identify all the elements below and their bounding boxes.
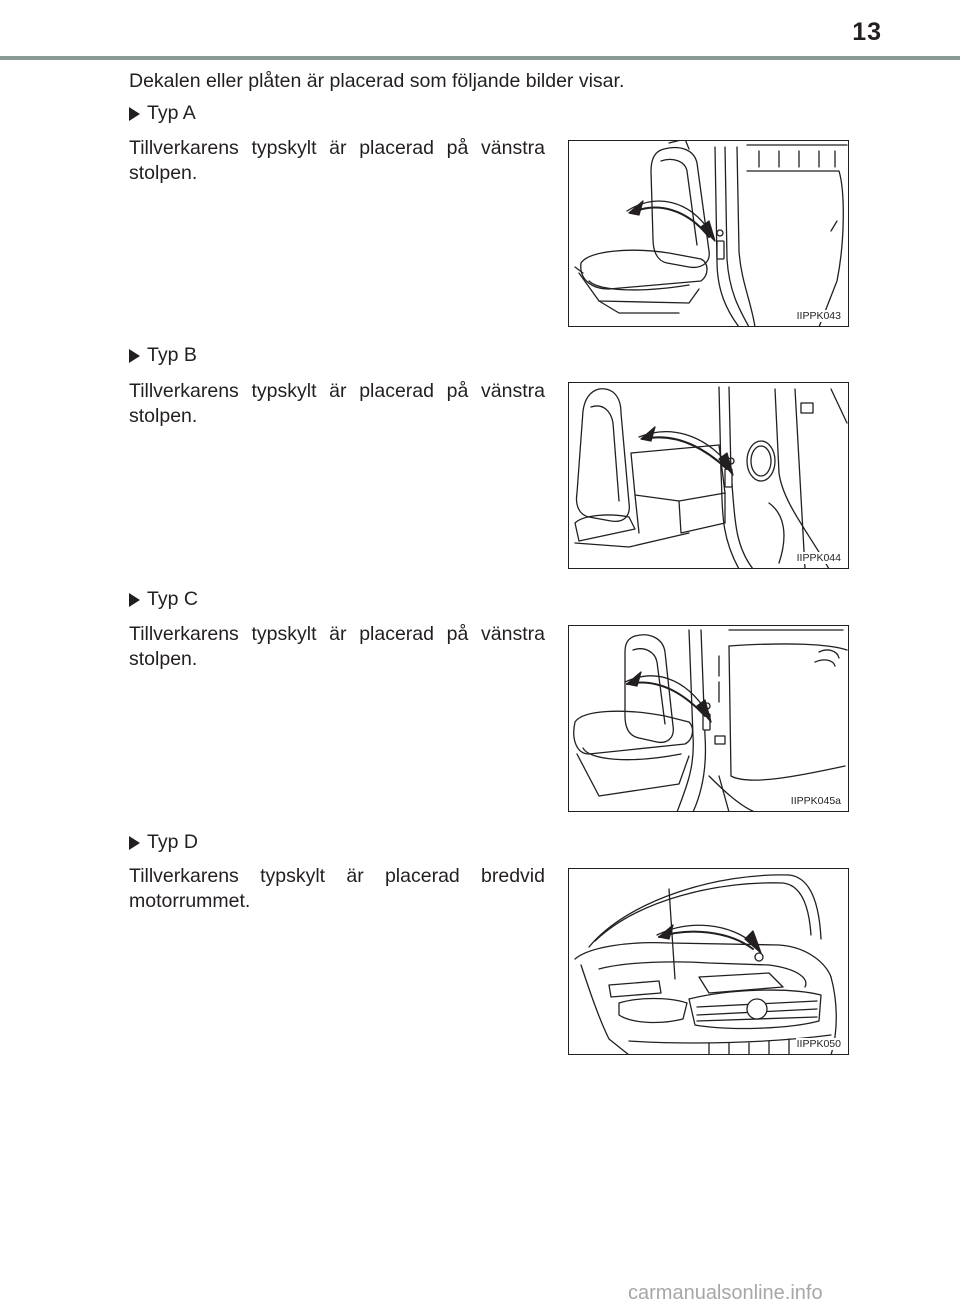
page-number: 13 [852,18,882,46]
section-heading-d [129,831,198,854]
section-heading-c [129,588,198,611]
engine-hood-illustration [569,869,849,1055]
section-text-d: Tillverkarens typskylt är placerad bredvid motorrummet. [129,865,545,912]
section-heading-label: Typ C [147,588,198,610]
bullet-triangle-icon [129,107,140,121]
figure-code: IIPPK044 [796,552,841,564]
bullet-triangle-icon [129,836,140,850]
section-text-c: Tillverkarens typskylt är placerad på vänstra stolpen. [129,623,545,670]
figure-typ-a [568,140,849,327]
intro-text: Dekalen eller plåten är placerad som följande bilder visar. [129,70,625,92]
watermark: carmanualsonline.info [628,1282,823,1304]
section-heading-label: Typ A [147,102,196,124]
figure-code: IIPPK050 [796,1038,841,1050]
section-heading-label: Typ D [147,831,198,853]
section-text-b: Tillverkarens typskylt är placerad på vänstra stolpen. [129,380,545,427]
section-heading-label: Typ B [147,344,197,366]
figure-typ-c [568,625,849,812]
figure-code: IIPPK043 [796,310,841,322]
section-heading-a [129,102,196,125]
section-heading-b [129,344,197,367]
seat-door-illustration [569,383,849,569]
figure-typ-d [568,868,849,1055]
bullet-triangle-icon [129,593,140,607]
section-text-a: Tillverkarens typskylt är placerad på vänstra stolpen. [129,137,545,184]
seat-door-illustration [569,141,849,327]
header-rule [0,56,960,60]
seat-door-illustration [569,626,849,812]
figure-typ-b [568,382,849,569]
bullet-triangle-icon [129,349,140,363]
figure-code: IIPPK045a [790,795,841,807]
